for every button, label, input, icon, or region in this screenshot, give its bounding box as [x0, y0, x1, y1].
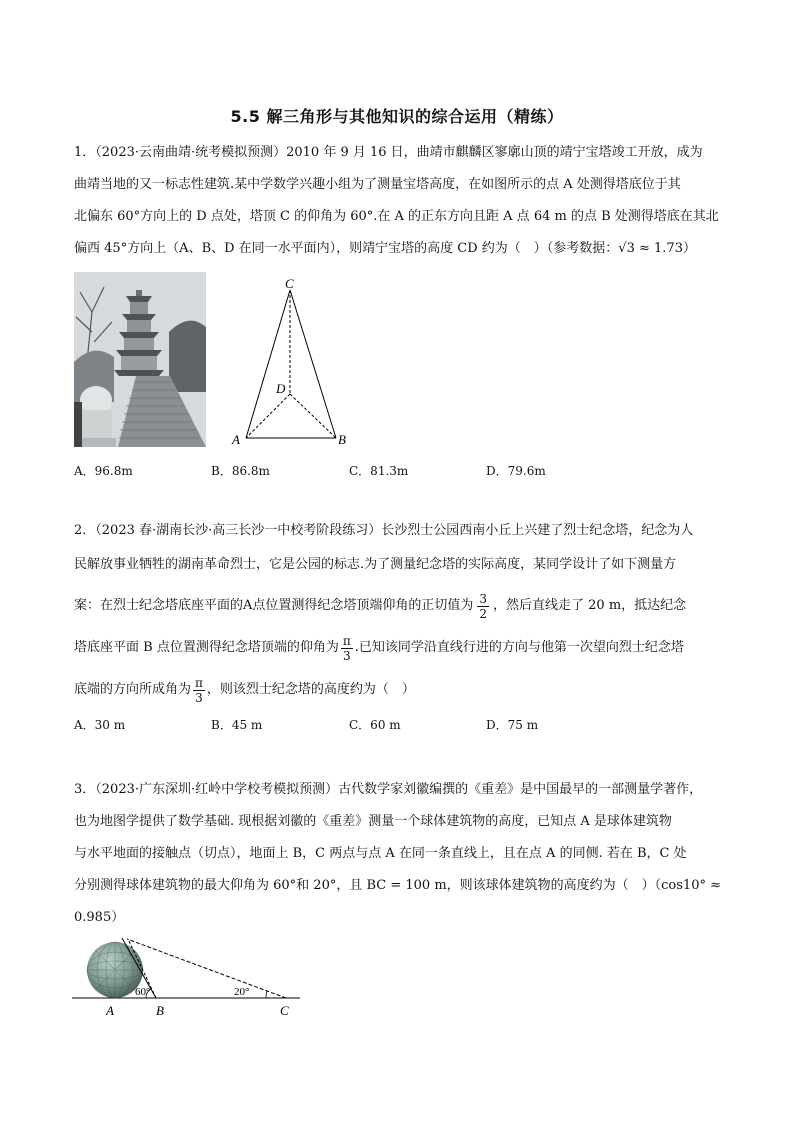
question-1-text — [74, 137, 724, 265]
q1-option-a[interactable]: A．96.8m — [74, 464, 133, 478]
angle-label-20: 20° — [234, 986, 250, 998]
q1-options — [74, 462, 724, 482]
page-title: 5.5 解三角形与其他知识的综合运用（精练） — [230, 107, 564, 126]
point-label-b: B — [156, 1003, 164, 1018]
angle-label-60: 60° — [135, 986, 151, 998]
q2-options — [74, 716, 724, 736]
q3-line: 与水平地面的接触点（切点），地面上 B，C 两点与点 A 在同一条直线上，且在点 A 的同侧. 若在 B，C 处 — [74, 846, 687, 861]
pagoda-photo — [74, 272, 206, 447]
fraction-3-over-2 — [477, 592, 489, 621]
q2-line5-end: ，则该烈士纪念塔的高度约为（ ） — [206, 682, 415, 697]
fraction-denominator: 3 — [342, 648, 351, 663]
q2-line3-end: ，然后直线走了 20 m，抵达纪念 — [493, 598, 687, 613]
q2-line5-start: 底端的方向所成角为 — [74, 682, 192, 697]
q1-option-b[interactable]: B．86.8m — [211, 464, 270, 478]
q1-option-d[interactable]: D．79.6m — [486, 464, 546, 478]
vertex-label-b: B — [338, 432, 346, 447]
q1-option-c[interactable]: C．81.3m — [349, 464, 409, 478]
vertex-label-d: D — [276, 381, 286, 396]
q1-line: 曲靖当地的又一标志性建筑.某中学数学兴趣小组为了测量宝塔高度，在如图所示的点 A 处测得塔底位于其 — [74, 177, 681, 192]
fraction-numerator: 3 — [479, 591, 488, 606]
q2-line — [74, 589, 724, 623]
fraction-pi-over-3 — [193, 676, 205, 705]
q3-line: 分别测得球体建筑物的最大仰角为 60°和 20°，且 BC = 100 m，则该球体建筑物的高度约为（ ）（cos10° ≈ — [74, 878, 721, 893]
question-3-text — [74, 774, 724, 934]
q3-line: 0.985） — [74, 910, 125, 925]
point-label-a: A — [106, 1003, 114, 1018]
q2-line4-start: 塔底座平面 B 点位置测得纪念塔顶端的仰角为 — [74, 640, 339, 655]
q2-line3-start: 案：在烈士纪念塔底座平面的A点位置测得纪念塔顶端仰角的正切值为 — [74, 598, 474, 613]
q2-option-c[interactable]: C．60 m — [349, 718, 401, 732]
question-2-text — [74, 521, 724, 707]
q3-line: 也为地图学提供了数学基础. 现根据刘徽的《重差》测量一个球体建筑物的高度，已知点 A 是球体建筑物 — [74, 814, 672, 829]
q2-option-a[interactable]: A．30 m — [74, 718, 126, 732]
fraction-denominator: 2 — [479, 606, 488, 621]
q2-line: 2．（2023 春·湖南长沙·高三长沙一中校考阶段练习）长沙烈士公园西南小丘上兴建了烈士纪念塔，纪念为人 — [74, 523, 694, 538]
q2-line — [74, 673, 724, 707]
q1-line: 1．（2023·云南曲靖·统考模拟预测）2010 年 9 月 16 日，曲靖市麒麟区寥廓山顶的靖宁宝塔竣工开放，成为 — [74, 145, 703, 160]
q3-sphere-figure — [72, 932, 302, 1024]
vertex-label-a: A — [232, 432, 240, 447]
q1-line: 偏西 45°方向上（A、B、D 在同一水平面内），则靖宁宝塔的高度 CD 约为（ ）（参考数据：√3 ≈ 1.73） — [74, 241, 696, 256]
fraction-denominator: 3 — [195, 690, 203, 705]
fraction-numerator: π — [195, 675, 203, 690]
q2-line4-end: .已知该同学沿直线行进的方向与他第一次望向烈士纪念塔 — [354, 640, 684, 655]
fraction-pi-over-3 — [341, 634, 353, 663]
q2-line: 民解放事业牺牲的湖南革命烈士，它是公园的标志.为了测量纪念塔的实际高度，某同学设计了如下测量方 — [74, 557, 677, 572]
pagoda-photo-illustration — [74, 272, 206, 447]
q1-line: 北偏东 60°方向上的 D 点处，塔顶 C 的仰角为 60°.在 A 的正东方向且距 A 点 64 m 的点 B 处测得塔底在其北 — [74, 209, 719, 224]
fraction-numerator: π — [342, 633, 351, 648]
q2-line — [74, 631, 724, 665]
q3-line: 3．（2023·广东深圳·红岭中学校考模拟预测）古代数学家刘徽编撰的《重差》是中国最早的一部测量学著作， — [74, 782, 703, 797]
q1-pyramid-figure — [228, 276, 358, 448]
vertex-label-c: C — [285, 276, 294, 291]
q2-option-d[interactable]: D．75 m — [486, 718, 539, 732]
q2-option-b[interactable]: B．45 m — [211, 718, 263, 732]
point-label-c: C — [280, 1003, 289, 1018]
